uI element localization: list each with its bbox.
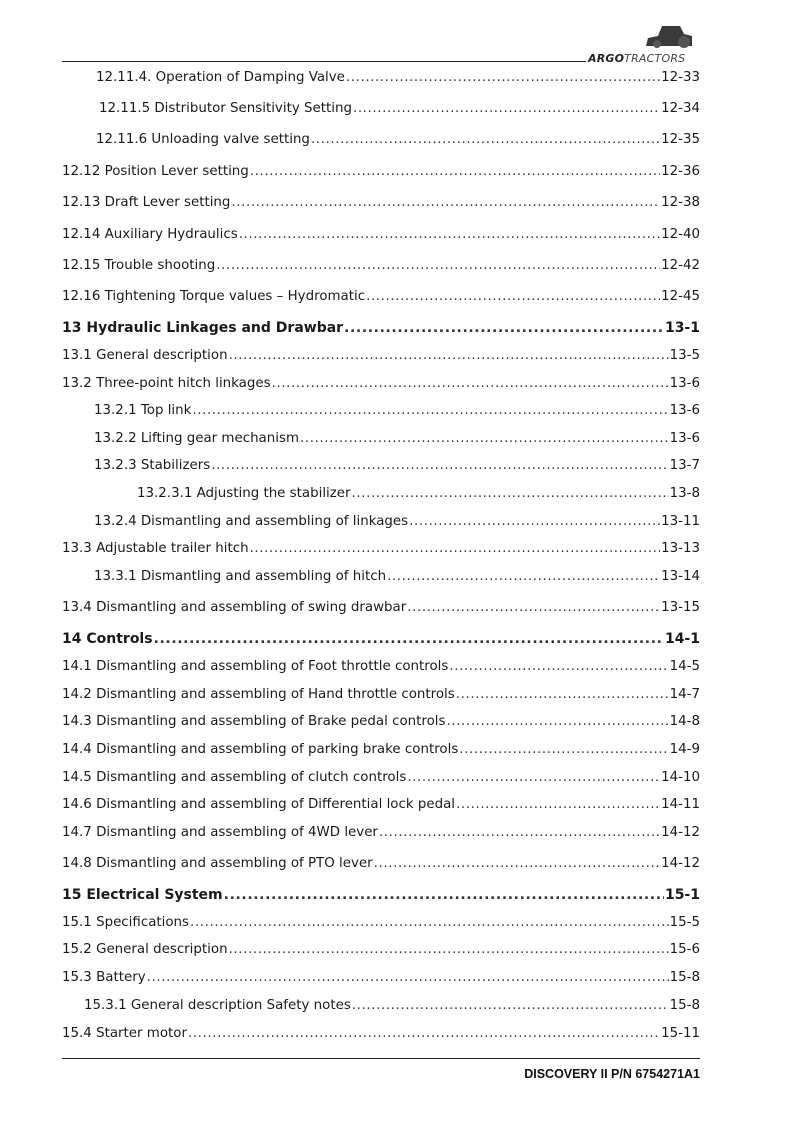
toc-entry[interactable] bbox=[62, 825, 700, 840]
toc-entry-page: 12-45 bbox=[661, 289, 700, 304]
toc-entry-title: 12.14 Auxiliary Hydraulics bbox=[62, 227, 238, 242]
toc-entry-title: 14 Controls bbox=[62, 631, 153, 647]
toc-entry-title: 13.3.1 Dismantling and assembling of hitch bbox=[94, 569, 387, 584]
dot-leader bbox=[409, 514, 660, 529]
toc-entry-page: 14-12 bbox=[661, 825, 700, 840]
toc-entry-page: 14-8 bbox=[669, 714, 700, 729]
toc-entry-title: 12.13 Draft Lever setting bbox=[62, 195, 231, 210]
dot-leader bbox=[188, 1026, 660, 1041]
toc-entry[interactable] bbox=[94, 458, 700, 473]
toc-entry[interactable] bbox=[62, 970, 700, 985]
toc-entry[interactable] bbox=[62, 164, 700, 179]
toc-entry-title: 14.5 Dismantling and assembling of clutch controls bbox=[62, 770, 407, 785]
dot-leader bbox=[231, 195, 660, 210]
dot-leader bbox=[456, 797, 660, 812]
toc-entry[interactable] bbox=[62, 714, 700, 729]
toc-entry[interactable] bbox=[137, 486, 700, 501]
toc-entry-title: 13.2.3 Stabilizers bbox=[94, 458, 211, 473]
toc-entry-title: 12.12 Position Lever setting bbox=[62, 164, 249, 179]
toc-entry-page: 12-35 bbox=[661, 132, 700, 147]
toc-entry-title: 14.8 Dismantling and assembling of PTO lever bbox=[62, 856, 373, 871]
toc-entry[interactable] bbox=[99, 101, 700, 116]
dot-leader bbox=[272, 376, 669, 391]
toc-entry-title: 13.2.3.1 Adjusting the stabilizer bbox=[137, 486, 351, 501]
toc-entry-page: 14-10 bbox=[661, 770, 700, 785]
toc-entry[interactable] bbox=[62, 742, 700, 757]
toc-chapter-entry[interactable] bbox=[62, 887, 700, 903]
toc-entry-page: 12-33 bbox=[661, 70, 700, 85]
dot-leader bbox=[229, 942, 669, 957]
toc-entry-page: 15-8 bbox=[669, 998, 700, 1013]
toc-entry-page: 12-36 bbox=[661, 164, 700, 179]
dot-leader bbox=[352, 486, 669, 501]
dot-leader bbox=[379, 825, 660, 840]
toc-entry-title: 12.11.4. Operation of Damping Valve bbox=[96, 70, 345, 85]
toc-entry-title: 15.3.1 General description Safety notes bbox=[84, 998, 351, 1013]
toc-entry-page: 13-13 bbox=[661, 541, 700, 556]
toc-entry-title: 13.3 Adjustable trailer hitch bbox=[62, 541, 249, 556]
tractor-icon bbox=[644, 22, 694, 48]
toc-entry-page: 13-5 bbox=[669, 348, 700, 363]
toc-entry[interactable] bbox=[94, 431, 700, 446]
toc-entry-page: 15-5 bbox=[669, 915, 700, 930]
toc-entry-title: 13.1 General description bbox=[62, 348, 228, 363]
dot-leader bbox=[311, 132, 660, 147]
toc-entry-page: 12-40 bbox=[661, 227, 700, 242]
brand-name: ARGOTRACTORS bbox=[588, 52, 686, 65]
toc-entry-page: 13-15 bbox=[661, 600, 700, 615]
toc-entry-title: 12.16 Tightening Torque values – Hydromatic bbox=[62, 289, 366, 304]
dot-leader bbox=[192, 403, 668, 418]
dot-leader bbox=[344, 320, 664, 336]
toc-chapter-entry[interactable] bbox=[62, 320, 700, 336]
toc-entry[interactable] bbox=[62, 541, 700, 556]
toc-entry[interactable] bbox=[62, 1026, 700, 1041]
toc-entry-title: 14.6 Dismantling and assembling of Differential lock pedal bbox=[62, 797, 456, 812]
dot-leader bbox=[352, 998, 669, 1013]
toc-entry-page: 13-6 bbox=[669, 431, 700, 446]
toc-entry[interactable] bbox=[96, 132, 700, 147]
toc-entry[interactable] bbox=[62, 195, 700, 210]
dot-leader bbox=[353, 101, 660, 116]
toc-entry[interactable] bbox=[62, 348, 700, 363]
toc-entry[interactable] bbox=[62, 915, 700, 930]
dot-leader bbox=[459, 742, 668, 757]
dot-leader bbox=[374, 856, 660, 871]
toc-entry[interactable] bbox=[62, 258, 700, 273]
toc-entry-page: 13-14 bbox=[661, 569, 700, 584]
toc-entry[interactable] bbox=[94, 514, 700, 529]
toc-entry-page: 13-7 bbox=[669, 458, 700, 473]
dot-leader bbox=[387, 569, 660, 584]
dot-leader bbox=[224, 887, 664, 903]
dot-leader bbox=[190, 915, 669, 930]
toc-entry-page: 13-6 bbox=[669, 403, 700, 418]
toc-entry-title: 15 Electrical System bbox=[62, 887, 223, 903]
toc-entry-title: 14.2 Dismantling and assembling of Hand throttle controls bbox=[62, 687, 455, 702]
dot-leader bbox=[300, 431, 669, 446]
toc-entry-page: 14-5 bbox=[669, 659, 700, 674]
dot-leader bbox=[346, 70, 660, 85]
dot-leader bbox=[216, 258, 660, 273]
toc-entry[interactable] bbox=[62, 797, 700, 812]
toc-entry-page: 12-42 bbox=[661, 258, 700, 273]
toc-chapter-entry[interactable] bbox=[62, 631, 700, 647]
document-part-number: DISCOVERY II P/N 6754271A1 bbox=[524, 1067, 700, 1081]
toc-entry-title: 13.2.1 Top link bbox=[94, 403, 192, 418]
toc-entry-title: 13 Hydraulic Linkages and Drawbar bbox=[62, 320, 344, 336]
dot-leader bbox=[250, 541, 661, 556]
toc-entry-title: 15.2 General description bbox=[62, 942, 228, 957]
toc-entry-title: 13.4 Dismantling and assembling of swing drawbar bbox=[62, 600, 407, 615]
toc-entry-page: 15-6 bbox=[669, 942, 700, 957]
toc-entry[interactable] bbox=[62, 770, 700, 785]
toc-entry[interactable] bbox=[94, 403, 700, 418]
toc-entry-page: 15-11 bbox=[661, 1026, 700, 1041]
footer-rule bbox=[62, 1058, 700, 1059]
toc-entry[interactable] bbox=[96, 70, 700, 85]
toc-entry-page: 13-6 bbox=[669, 376, 700, 391]
toc-entry-page: 13-11 bbox=[661, 514, 700, 529]
dot-leader bbox=[407, 770, 660, 785]
toc-entry-page: 13-1 bbox=[664, 320, 700, 336]
toc-entry[interactable] bbox=[62, 856, 700, 871]
dot-leader bbox=[366, 289, 660, 304]
toc-entry[interactable] bbox=[62, 942, 700, 957]
toc-entry[interactable] bbox=[62, 687, 700, 702]
toc-entry-title: 14.1 Dismantling and assembling of Foot throttle controls bbox=[62, 659, 449, 674]
toc-entry-page: 14-7 bbox=[669, 687, 700, 702]
toc-entry-page: 12-34 bbox=[661, 101, 700, 116]
dot-leader bbox=[229, 348, 669, 363]
toc-entry[interactable] bbox=[62, 659, 700, 674]
toc-entry-title: 15.1 Specifications bbox=[62, 915, 190, 930]
toc-entry-page: 15-8 bbox=[669, 970, 700, 985]
argo-tractors-logo bbox=[588, 22, 702, 66]
toc-entry-title: 12.15 Trouble shooting bbox=[62, 258, 216, 273]
dot-leader bbox=[250, 164, 660, 179]
dot-leader bbox=[407, 600, 660, 615]
toc-entry-page: 14-1 bbox=[664, 631, 700, 647]
toc-entry-page: 12-38 bbox=[661, 195, 700, 210]
toc-entry-title: 14.7 Dismantling and assembling of 4WD lever bbox=[62, 825, 378, 840]
toc-entry-title: 13.2.4 Dismantling and assembling of linkages bbox=[94, 514, 409, 529]
dot-leader bbox=[239, 227, 660, 242]
toc-entry-title: 15.3 Battery bbox=[62, 970, 146, 985]
header-rule bbox=[62, 61, 586, 62]
toc-entry-title: 12.11.5 Distributor Sensitivity Setting bbox=[99, 101, 352, 116]
toc-entry-page: 14-9 bbox=[669, 742, 700, 757]
toc-entry[interactable] bbox=[94, 569, 700, 584]
toc-entry[interactable] bbox=[62, 376, 700, 391]
toc-entry-title: 13.2.2 Lifting gear mechanism bbox=[94, 431, 299, 446]
toc-entry[interactable] bbox=[84, 998, 700, 1013]
dot-leader bbox=[456, 687, 669, 702]
toc-entry-title: 14.3 Dismantling and assembling of Brake pedal controls bbox=[62, 714, 446, 729]
toc-entry-page: 14-11 bbox=[661, 797, 700, 812]
dot-leader bbox=[449, 659, 668, 674]
toc-entry[interactable] bbox=[62, 600, 700, 615]
dot-leader bbox=[154, 631, 664, 647]
toc-entry-page: 15-1 bbox=[664, 887, 700, 903]
toc-entry-title: 13.2 Three-point hitch linkages bbox=[62, 376, 271, 391]
dot-leader bbox=[446, 714, 668, 729]
toc-entry-title: 12.11.6 Unloading valve setting bbox=[96, 132, 310, 147]
toc-entry-title: 14.4 Dismantling and assembling of parking brake controls bbox=[62, 742, 459, 757]
toc-entry[interactable] bbox=[62, 289, 700, 304]
toc-entry-title: 15.4 Starter motor bbox=[62, 1026, 187, 1041]
dot-leader bbox=[147, 970, 669, 985]
toc-entry[interactable] bbox=[62, 227, 700, 242]
dot-leader bbox=[211, 458, 668, 473]
toc-entry-page: 13-8 bbox=[669, 486, 700, 501]
toc-entry-page: 14-12 bbox=[661, 856, 700, 871]
